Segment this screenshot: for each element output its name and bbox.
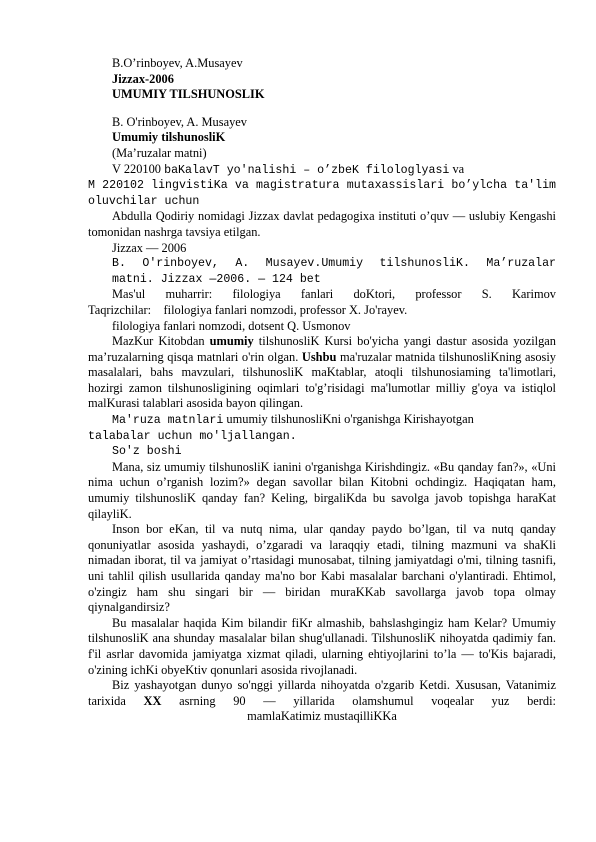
header-place-year: Jizzax-2006 — [112, 71, 174, 86]
place-year-line: Jizzax — 2006 — [112, 240, 187, 255]
abstract-text-3: ma'ruzalar matnida tilshunosliKning asosiy masalalari, bahs mavzulari, tilshunosliK maKtablar, atoqli tilshunosiaming ta'limotlari, hozirgi zamon tilshunosligining oqimlari to'g’risidagi ma'lumotlar milliy g'oya va istiqlol malKurasi talablari asosida bayon qilingan. — [88, 349, 556, 411]
reviewer-1: filologiya fanlari nomzodi, professor X. Jo'rayev. — [163, 302, 408, 317]
specialty-line-2: M 220102 lingvistiKa va magistratura mutaxassislari bo’ylcha ta'lim oluvchilar uchun — [88, 179, 556, 208]
editor-line: Mas'ul muharrir: filologiya fanlari doKtori, professor S. Karimov — [112, 287, 556, 302]
last-text-2: asrning 90 — yillarida olamshumul voqealar yuz berdi: — [161, 693, 556, 708]
approval-text: Abdulla Qodiriy nomidagi Jizzax davlat pedagogixa instituti o’quv — uslubiy Kengashi tomonidan nashrga tavsiya etilgan. — [88, 209, 556, 239]
abstract-text-2: tilshunosliK Kursi bo'yicha yangi dastur asosida yozilgan ma’ruzalarning qisqa matnlari o'rin olgan. — [88, 334, 556, 364]
purpose-line-2: talabalar uchun mo'ljallangan. — [88, 429, 297, 443]
book-genre: (Ma’ruzalar matni) — [112, 145, 207, 160]
header-authors: B.O’rinboyev, A.Musayev — [112, 56, 243, 70]
preface-paragraph-1: Mana, siz umumiy tilshunosliK ianini o'rganishga Kirishdingiz. «Bu qanday fan?», «Uni nima uchun o’rganish lozim?» degan savollar bilan Kitobni ochdingiz. Haqiqatan ham, umumiy tilshunosliK qanday fan? Keling, birgaliKda bu savolga javob topishga haraKat qilayliK. — [88, 459, 556, 521]
reviewer-2: filologiya fanlari nomzodi, dotsent Q. Usmonov — [112, 318, 351, 333]
abstract-bold-1: umumiy — [209, 334, 254, 349]
book-authors: B. O'rinboyev, A. Musayev — [112, 114, 247, 129]
abstract-bold-2: Ushbu — [301, 349, 337, 364]
last-bold: XX — [143, 693, 162, 708]
header-title: UMUMIY TILSHUNOSLIK — [112, 87, 265, 102]
abstract-paragraph — [88, 334, 556, 412]
book-subject: Umumiy tilshunosliK — [112, 130, 226, 145]
abstract-text-1: MazKur Kitobdan — [112, 334, 210, 349]
specialty-conj: va — [452, 161, 465, 176]
specialty-line — [88, 162, 556, 179]
purpose-text-1: umumiy tilshunosliKni o'rganishga Kirishayotgan — [223, 412, 474, 427]
last-text-1: Biz yashayotgan dunyo so'nggi yillarda nihoyatda o'zgarib Ketdi. Xususan, Vatanimiz tarixida — [88, 678, 556, 708]
specialty-code: V 220100 — [112, 161, 161, 176]
specialty-name: baKalavT yo'nalishi – o’zbeK filologlyasi — [164, 163, 450, 177]
citation-line-2: matni. Jizzax —2006. — 124 bet — [112, 272, 321, 286]
purpose-mono-1: Ma'ruza matnlari — [112, 414, 224, 428]
document-page — [88, 56, 556, 725]
preface-heading: So'z boshi — [112, 445, 182, 459]
reviewers-label: Taqrizchilar: — [88, 302, 152, 317]
purpose-line — [88, 412, 556, 429]
page-continuation: mamlaKatimiz mustaqilliKKa — [247, 709, 397, 724]
preface-paragraph-4 — [88, 678, 556, 709]
citation-line-1: B. O'rinboyev, A. Musayev.Umumiy tilshunosliK. Ma’ruzalar — [112, 257, 556, 271]
reviewers-line — [88, 303, 556, 319]
spacer — [88, 103, 556, 115]
preface-paragraph-2: Inson bor eKan, til va nutq nima, ular qanday paydo bo’lgan, til va nutq qanday qonuniyatlar asosida yashaydi, o’zgaradi va laraqqiy etadi, tilning mazmuni va shaKli nimadan iborat, til va jamiyat o’rtasidagi munosabat, tilning jamiyatdagi o'mi, tilning tasnifi, uni tahlil qilish usullarida qanday ma'no bor Kabi masalalar barchani o'ylantiradi. Ehtimol, o'zingiz ham shu singari bir — biridan muraKKab savollarga javob topa olmay qiynalgandirsiz? — [88, 522, 556, 615]
preface-paragraph-3: Bu masalalar haqida Kim bilandir fiKr almashib, bahslashgingiz ham Kelar? Umumiy tilshunosliK ana shunday masalalar bilan shug'ullanadi. TilshunosliK nihoyatda qadimiy fan. f'il asrlar davomida jamiyatga xizmat qiladi, ularning ehtiyojlarini to’la — to'Kis bajaradi, o'zining ichKi obyeKtiv qonunlari asosida rivojlanadi. — [88, 615, 556, 677]
